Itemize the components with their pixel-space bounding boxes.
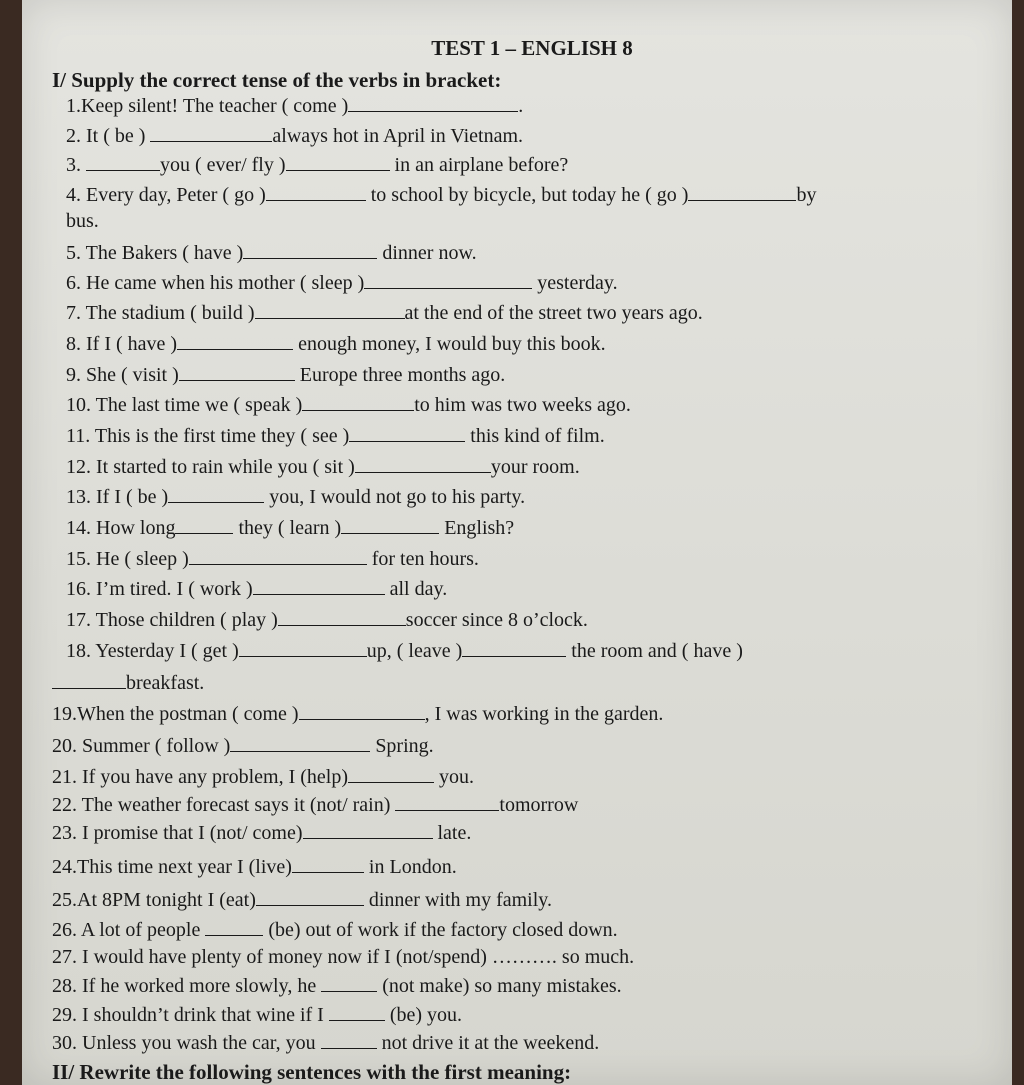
section-1-heading: I/ Supply the correct tense of the verbs in bracket: bbox=[52, 68, 502, 92]
question-11: 11. This is the first time they ( see ) this kind of film. bbox=[66, 425, 605, 447]
answer-blank[interactable] bbox=[256, 889, 364, 906]
question-21: 21. If you have any problem, I (help) you. bbox=[52, 766, 475, 788]
answer-blank[interactable] bbox=[341, 517, 439, 534]
answer-blank[interactable] bbox=[321, 975, 377, 992]
question-28: 28. If he worked more slowly, he (not make) so many mistakes. bbox=[52, 975, 622, 997]
answer-blank[interactable] bbox=[348, 766, 434, 783]
answer-blank[interactable] bbox=[278, 609, 406, 626]
question-29: 29. I shouldn’t drink that wine if I (be) you. bbox=[52, 1004, 463, 1026]
test-title: TEST 1 – ENGLISH 8 bbox=[431, 36, 633, 60]
answer-blank[interactable] bbox=[364, 272, 532, 289]
answer-blank[interactable] bbox=[253, 578, 385, 595]
answer-blank[interactable] bbox=[243, 242, 377, 259]
question-2: 2. It ( be ) always hot in April in Vietnam. bbox=[66, 125, 524, 147]
question-19: 19.When the postman ( come ) , I was working in the garden. bbox=[52, 703, 664, 725]
question-8: 8. If I ( have ) enough money, I would buy this book. bbox=[66, 333, 606, 355]
question-17: 17. Those children ( play ) soccer since 8 o’clock. bbox=[66, 609, 588, 631]
section-2-heading: II/ Rewrite the following sentences with the first meaning: bbox=[52, 1060, 572, 1084]
answer-blank[interactable] bbox=[177, 333, 293, 350]
question-13: 13. If I ( be ) you, I would not go to his party. bbox=[66, 486, 526, 508]
answer-blank[interactable] bbox=[189, 548, 367, 565]
answer-blank[interactable] bbox=[150, 125, 272, 142]
answer-blank[interactable] bbox=[395, 794, 499, 811]
answer-blank[interactable] bbox=[299, 703, 425, 720]
answer-blank[interactable] bbox=[349, 425, 465, 442]
answer-blank[interactable] bbox=[462, 640, 566, 657]
question-7: 7. The stadium ( build ) at the end of the street two years ago. bbox=[66, 302, 703, 324]
question-9: 9. She ( visit ) Europe three months ago. bbox=[66, 364, 506, 386]
question-26: 26. A lot of people (be) out of work if the factory closed down. bbox=[52, 919, 618, 941]
question-23: 23. I promise that I (not/ come) late. bbox=[52, 822, 472, 844]
question-22: 22. The weather forecast says it (not/ rain) tomorrow bbox=[52, 794, 579, 816]
answer-blank[interactable] bbox=[168, 486, 264, 503]
question-27: 27. I would have plenty of money now if I (not/spend) ………. so much. bbox=[52, 946, 635, 968]
question-15: 15. He ( sleep ) for ten hours. bbox=[66, 548, 479, 570]
question-18-continued: breakfast. bbox=[52, 672, 204, 695]
answer-blank[interactable] bbox=[255, 302, 405, 319]
answer-blank[interactable] bbox=[86, 154, 160, 171]
answer-blank[interactable] bbox=[52, 672, 126, 689]
answer-blank[interactable] bbox=[286, 154, 390, 171]
answer-blank[interactable] bbox=[355, 456, 491, 473]
question-24: 24.This time next year I (live) in London. bbox=[52, 856, 457, 878]
question-6: 6. He came when his mother ( sleep ) yesterday. bbox=[66, 272, 618, 294]
question-20: 20. Summer ( follow ) Spring. bbox=[52, 735, 434, 757]
answer-blank[interactable] bbox=[239, 640, 367, 657]
question-5: 5. The Bakers ( have ) dinner now. bbox=[66, 242, 477, 264]
answer-blank[interactable] bbox=[348, 95, 518, 112]
question-4: 4. Every day, Peter ( go ) to school by bicycle, but today he ( go ) by bbox=[66, 184, 817, 206]
question-4-continued: bus. bbox=[66, 210, 99, 232]
answer-blank[interactable] bbox=[292, 856, 364, 873]
question-18: 18. Yesterday I ( get ) up, ( leave ) the room and ( have ) bbox=[66, 640, 743, 662]
question-3: 3. you ( ever/ fly ) in an airplane before? bbox=[66, 154, 569, 176]
question-16: 16. I’m tired. I ( work ) all day. bbox=[66, 578, 448, 600]
question-1: 1.Keep silent! The teacher ( come ) . bbox=[66, 95, 524, 117]
answer-blank[interactable] bbox=[321, 1032, 377, 1049]
question-10: 10. The last time we ( speak ) to him was two weeks ago. bbox=[66, 394, 631, 416]
question-30: 30. Unless you wash the car, you not drive it at the weekend. bbox=[52, 1032, 600, 1054]
answer-blank[interactable] bbox=[303, 822, 433, 839]
answer-blank[interactable] bbox=[302, 394, 414, 411]
answer-blank[interactable] bbox=[175, 517, 233, 534]
answer-blank[interactable] bbox=[688, 184, 796, 201]
answer-blank[interactable] bbox=[230, 735, 370, 752]
answer-blank[interactable] bbox=[179, 364, 295, 381]
answer-blank[interactable] bbox=[205, 919, 263, 936]
question-12: 12. It started to rain while you ( sit ) your room. bbox=[66, 456, 580, 478]
answer-blank[interactable] bbox=[266, 184, 366, 201]
answer-blank[interactable] bbox=[329, 1004, 385, 1021]
question-14: 14. How long they ( learn ) English? bbox=[66, 517, 515, 539]
question-25: 25.At 8PM tonight I (eat) dinner with my family. bbox=[52, 889, 552, 911]
